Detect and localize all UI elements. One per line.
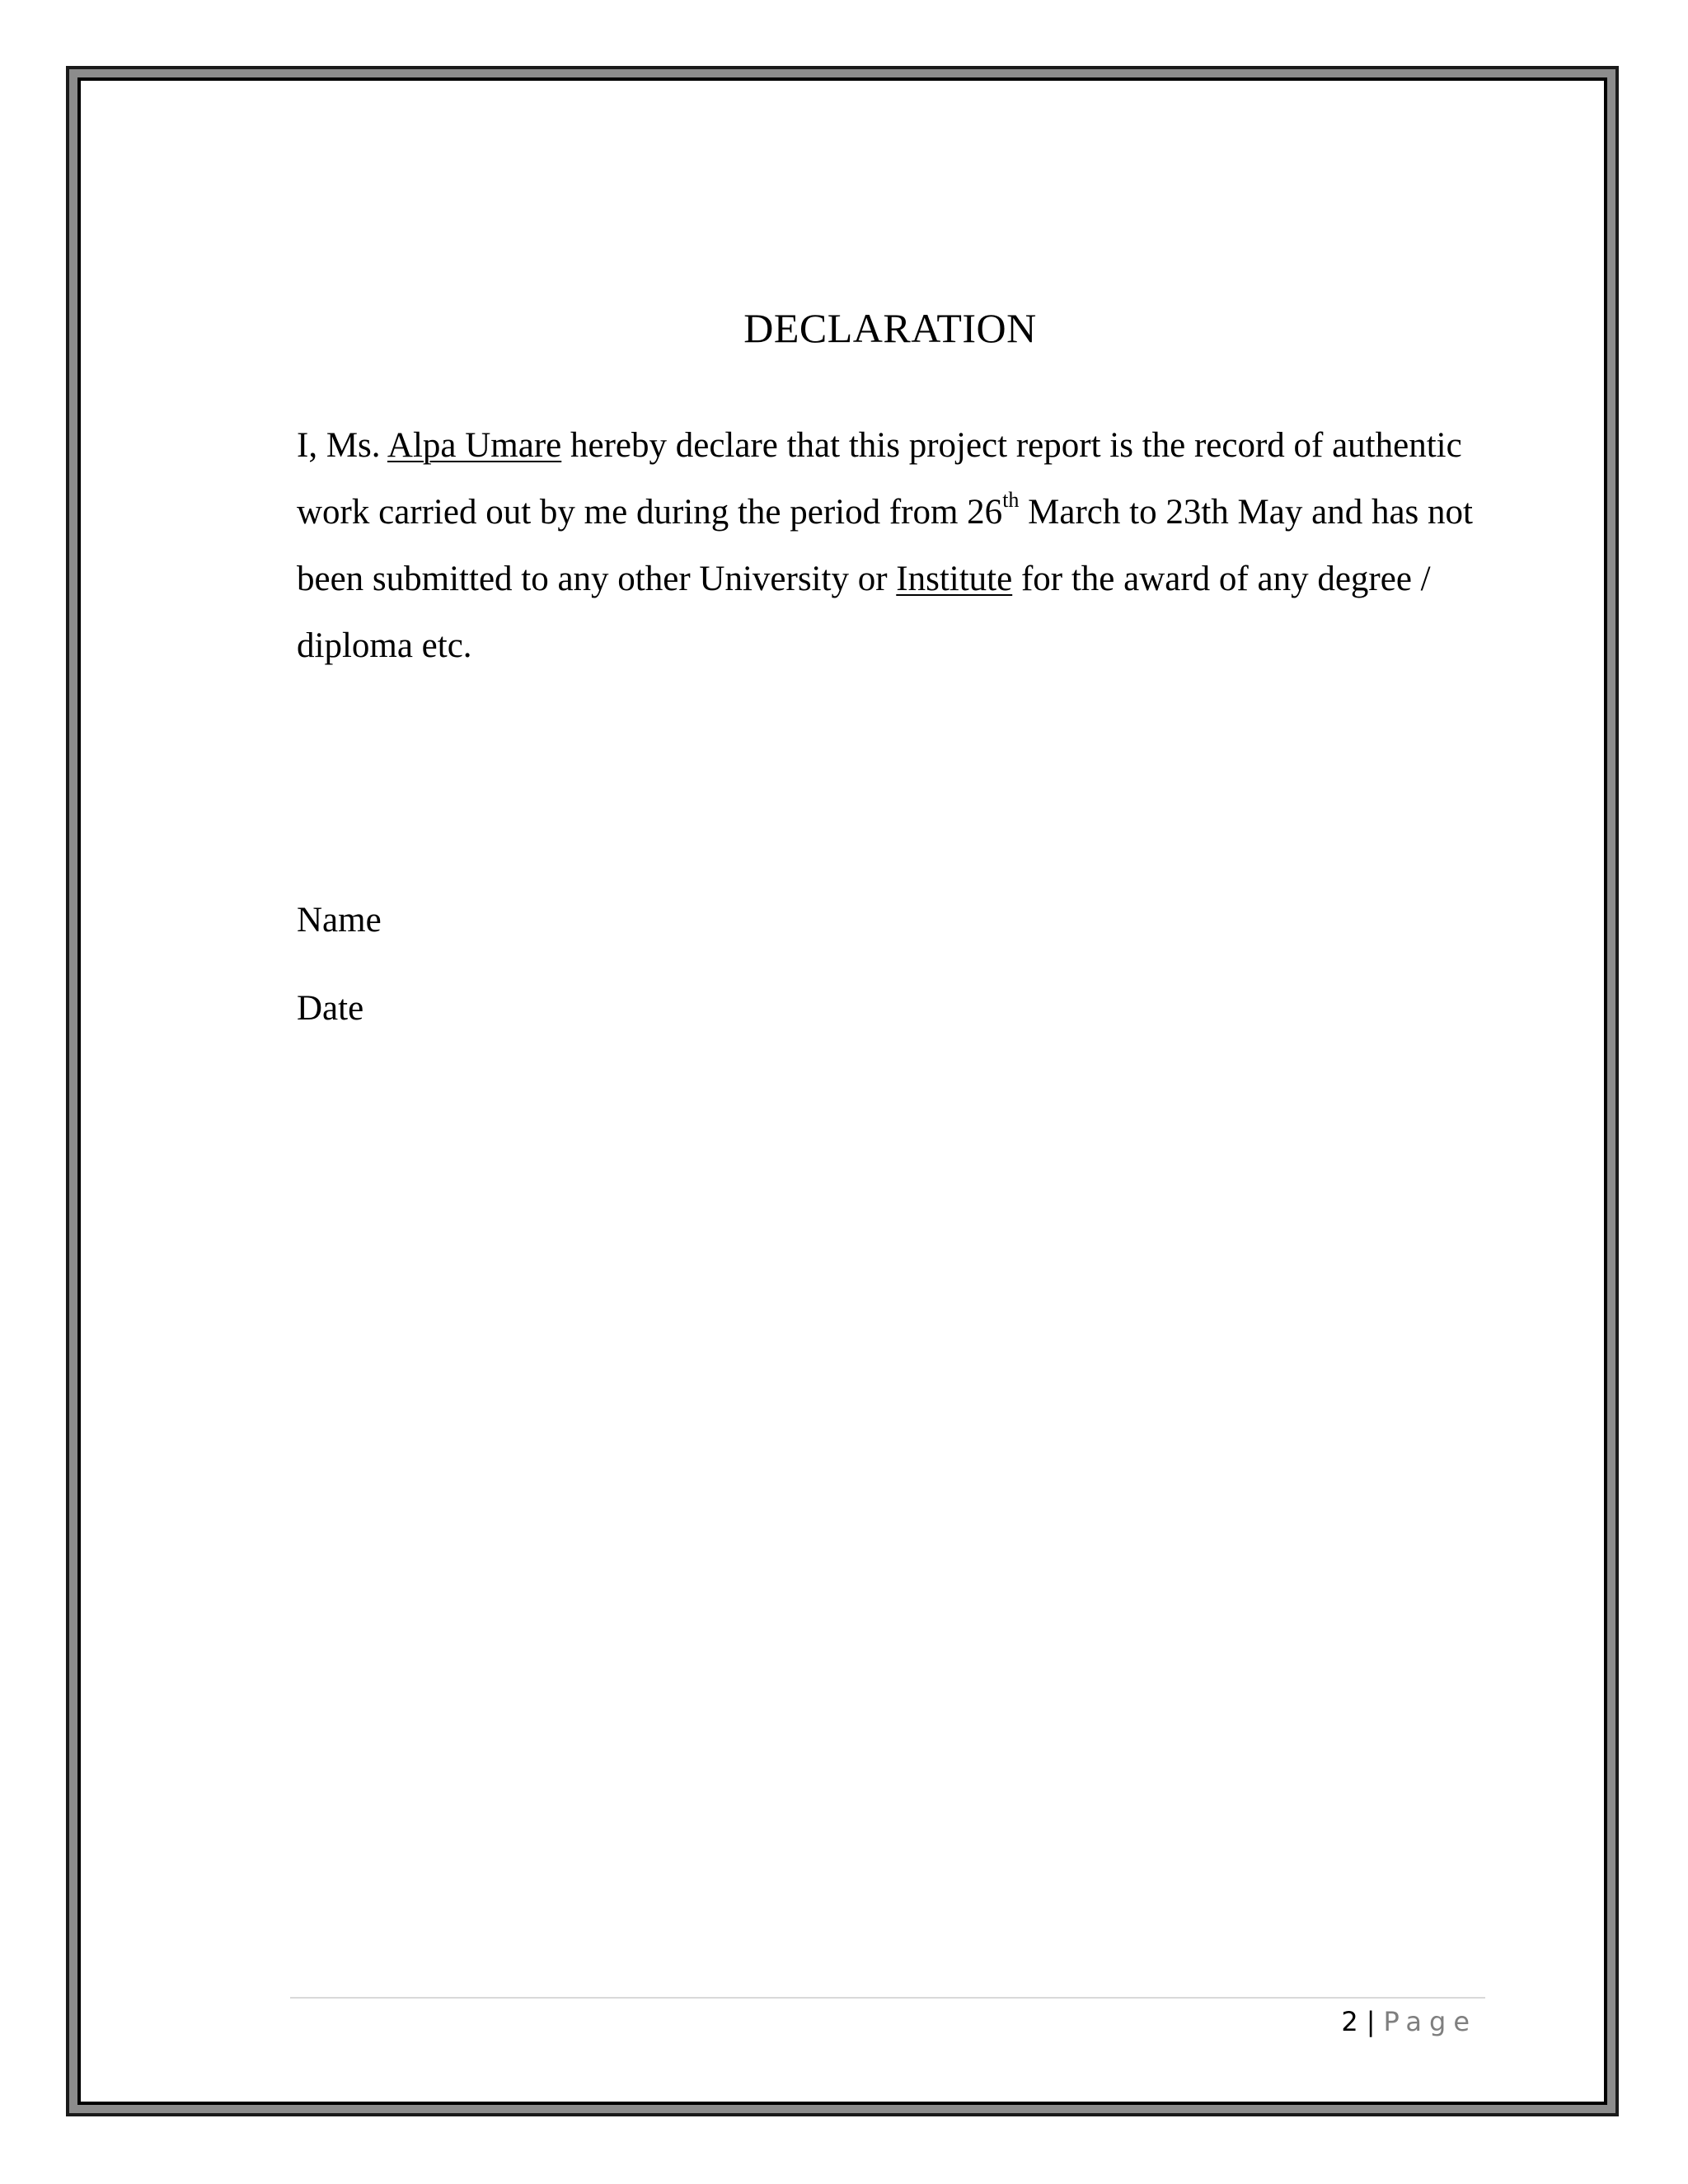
paragraph-text-2: March to 23th May and has not been submitted to any other University or <box>297 493 1473 598</box>
page-border-inner <box>77 77 1607 2105</box>
institute-word: Institute <box>896 560 1013 598</box>
declarant-name: Alpa Umare <box>387 426 562 465</box>
signature-date-label: Date <box>297 989 364 1028</box>
footer-divider <box>290 1997 1485 1999</box>
page-title: DECLARATION <box>743 305 1037 351</box>
footer-separator: | <box>1366 2006 1376 2037</box>
signature-name-label: Name <box>297 901 382 940</box>
paragraph-intro: I, Ms. <box>297 426 387 465</box>
paragraph-text-1: hereby declare that this project report is the record of authentic work carried out by me during the period from 26 <box>297 426 1462 532</box>
ordinal-superscript: th <box>1002 488 1020 512</box>
paragraph-text-3: for the award of any degree / diploma etc. <box>297 560 1431 665</box>
declaration-paragraph <box>297 412 1492 679</box>
page-word: Page <box>1383 2006 1477 2037</box>
page-footer <box>1341 2004 1477 2039</box>
page-number: 2 <box>1341 2006 1358 2037</box>
